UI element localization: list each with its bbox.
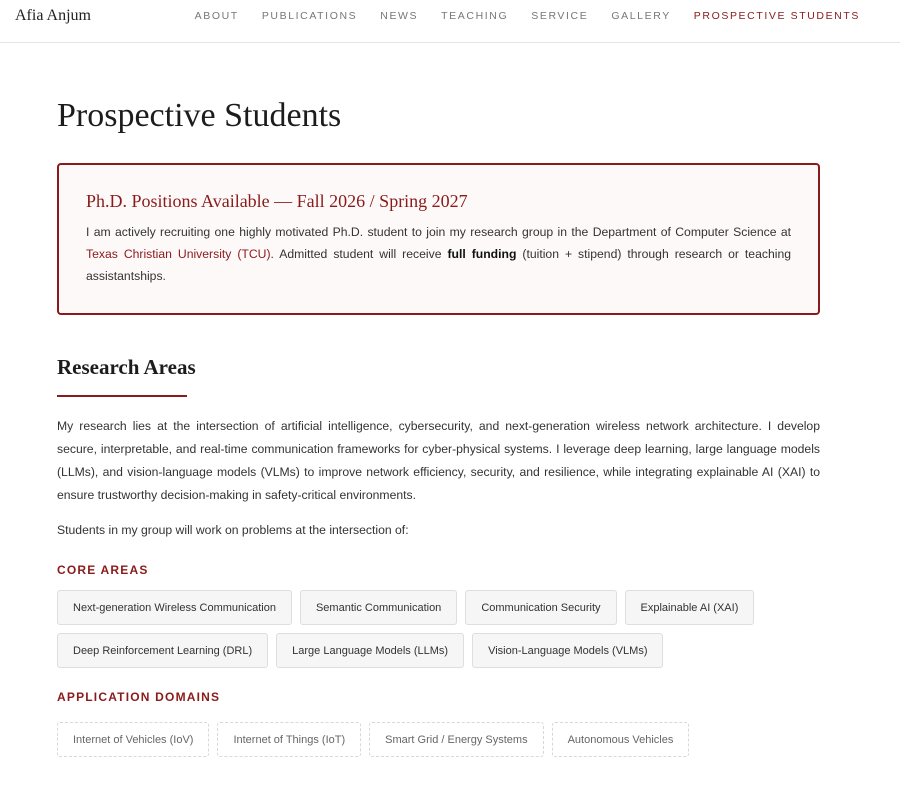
nav-link-service[interactable]: SERVICE	[531, 10, 589, 22]
nav-link-news[interactable]: NEWS	[380, 10, 419, 22]
tcu-link[interactable]: Texas Christian University (TCU)	[86, 247, 271, 261]
main-nav	[172, 10, 860, 22]
core-areas-label: CORE AREAS	[57, 563, 149, 577]
page-title: Prospective Students	[57, 97, 342, 134]
tag-autonomous-vehicles: Autonomous Vehicles	[552, 722, 690, 757]
tag-vision-language-models: Vision-Language Models (VLMs)	[472, 633, 663, 668]
nav-link-gallery[interactable]: GALLERY	[611, 10, 671, 22]
callout-text-middle: . Admitted student will receive	[270, 247, 448, 261]
top-navigation-bar	[0, 0, 900, 43]
tag-smart-grid: Smart Grid / Energy Systems	[369, 722, 543, 757]
nav-link-prospective-students[interactable]: PROSPECTIVE STUDENTS	[693, 10, 860, 22]
core-areas-row-2	[57, 633, 663, 668]
callout-text-start: I am actively recruiting one highly motivated Ph.D. student to join my research group in the Department of Computer Science at	[86, 225, 791, 239]
tag-communication-security: Communication Security	[465, 590, 616, 625]
application-domains-label: APPLICATION DOMAINS	[57, 690, 221, 704]
site-name[interactable]: Afia Anjum	[15, 7, 91, 24]
tag-wireless-communication: Next-generation Wireless Communication	[57, 590, 292, 625]
nav-link-about[interactable]: ABOUT	[194, 10, 239, 22]
callout-text-end: (tuition + stipend) through research or teaching assistantships.	[86, 247, 792, 283]
nav-link-teaching[interactable]: TEACHING	[441, 10, 509, 22]
phd-positions-callout	[57, 163, 820, 315]
tag-semantic-communication: Semantic Communication	[300, 590, 457, 625]
callout-title: Ph.D. Positions Available — Fall 2026 / Spring 2027	[86, 191, 468, 211]
tag-large-language-models: Large Language Models (LLMs)	[276, 633, 464, 668]
tag-deep-reinforcement-learning: Deep Reinforcement Learning (DRL)	[57, 633, 268, 668]
research-description: My research lies at the intersection of artificial intelligence, cybersecurity, and next-generation wireless network architecture. I develop secure, interpretable, and real-time communication frameworks for cyber-physical systems. I leverage deep learning, large language models (LLMs), and vision-language models (VLMs) to improve network efficiency, security, and resilience, while integrating explainable AI (XAI) to ensure trustworthy decision-making in safety-critical environments.	[57, 419, 820, 502]
research-areas-heading: Research Areas	[57, 355, 196, 379]
section-underline	[57, 395, 187, 397]
callout-text	[86, 221, 791, 287]
application-domains-row	[57, 722, 689, 757]
full-funding-emphasis: full funding	[447, 247, 517, 261]
core-areas-row-1	[57, 590, 754, 625]
tag-internet-of-vehicles: Internet of Vehicles (IoV)	[57, 722, 209, 757]
tag-explainable-ai: Explainable AI (XAI)	[625, 590, 755, 625]
research-intro: Students in my group will work on problems at the intersection of:	[57, 523, 409, 537]
tag-internet-of-things: Internet of Things (IoT)	[217, 722, 361, 757]
nav-link-publications[interactable]: PUBLICATIONS	[261, 10, 358, 22]
